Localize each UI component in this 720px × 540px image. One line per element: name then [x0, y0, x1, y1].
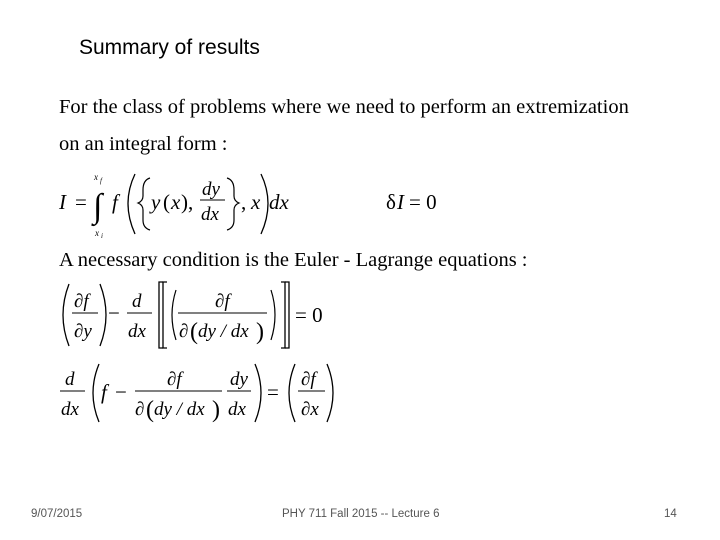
- svg-text:−: −: [108, 301, 120, 325]
- svg-text:f: f: [101, 380, 107, 404]
- svg-text:dy / dx: dy / dx: [154, 399, 205, 420]
- svg-text:dx: dx: [201, 204, 219, 225]
- euler-lagrange-equation-2: [55, 358, 345, 430]
- footer-course: PHY 711 Fall 2015 -- Lecture 6: [282, 508, 440, 520]
- variation-zero-equation: [382, 186, 462, 216]
- svg-text:dx: dx: [61, 399, 79, 420]
- svg-text:dy: dy: [230, 369, 248, 390]
- svg-text:x: x: [251, 190, 261, 214]
- svg-text:∂f: ∂f: [215, 291, 230, 312]
- svg-text:x: x: [171, 190, 181, 214]
- svg-text:= 0: = 0: [295, 303, 323, 327]
- intro-text-line-2: on an integral form :: [59, 133, 228, 155]
- svg-text:∫: ∫: [93, 188, 103, 225]
- svg-text:): ): [212, 397, 220, 423]
- svg-text:= 0: = 0: [409, 190, 437, 214]
- necessary-condition-text: A necessary condition is the Euler - Lagrange equations :: [59, 249, 528, 271]
- svg-text:−: −: [115, 380, 127, 404]
- svg-text:∂f: ∂f: [74, 291, 89, 312]
- svg-text:y: y: [151, 190, 161, 214]
- svg-text:): ): [256, 319, 264, 345]
- svg-text:∂y: ∂y: [74, 321, 92, 342]
- svg-text:∂x: ∂x: [301, 399, 319, 420]
- svg-text:dy / dx: dy / dx: [198, 321, 249, 342]
- svg-text:∂: ∂: [135, 399, 145, 420]
- svg-text:x: x: [95, 228, 99, 238]
- svg-text:x: x: [94, 172, 98, 182]
- svg-text:=: =: [75, 190, 87, 214]
- svg-text:∂f: ∂f: [167, 369, 182, 390]
- svg-text:i: i: [101, 232, 103, 240]
- slide-title: Summary of results: [79, 36, 260, 59]
- footer-page-number: 14: [664, 508, 677, 520]
- svg-text:f: f: [100, 177, 102, 185]
- svg-text:(: (: [163, 190, 170, 214]
- svg-text:dy: dy: [202, 179, 220, 200]
- svg-text:=: =: [267, 380, 279, 404]
- intro-text-line-1: For the class of problems where we need to perform an extremization: [59, 96, 629, 118]
- footer-date: 9/07/2015: [31, 508, 83, 520]
- svg-text:dx: dx: [128, 321, 146, 342]
- euler-lagrange-equation-1: [55, 280, 345, 352]
- svg-text:∂f: ∂f: [301, 369, 316, 390]
- svg-text:d: d: [132, 291, 142, 312]
- svg-text:I: I: [59, 190, 66, 214]
- svg-text:d: d: [65, 369, 75, 390]
- svg-text:dx: dx: [228, 399, 246, 420]
- svg-text:dx: dx: [269, 190, 289, 214]
- svg-text:(: (: [190, 319, 198, 345]
- svg-text:δ: δ: [386, 190, 396, 214]
- svg-text:),: ),: [181, 190, 194, 214]
- integral-equation: [55, 168, 305, 240]
- svg-text:I: I: [397, 190, 404, 214]
- svg-text:,: ,: [241, 190, 247, 214]
- svg-text:f: f: [112, 190, 118, 214]
- svg-text:∂: ∂: [179, 321, 189, 342]
- svg-text:(: (: [146, 397, 154, 423]
